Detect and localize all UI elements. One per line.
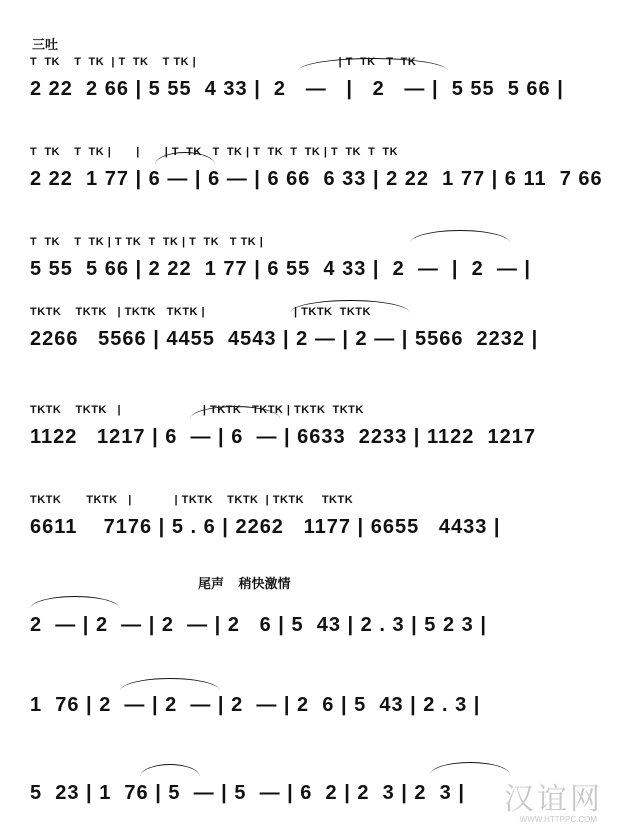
notes-line: 2266 5566 | 4455 4543 | 2 — | 2 — | 5566 2232 | (30, 328, 539, 350)
score-row-8 (30, 672, 590, 732)
section-label: 三吐 (32, 37, 59, 52)
tie-arc (30, 596, 120, 609)
coda-title-text: 尾声 (198, 576, 225, 591)
notes-line: 5 55 5 66 | 2 22 1 77 | 6 55 4 33 | 2 — | 2 — | (30, 258, 532, 280)
tonguing-line: TKTK TKTK | | TKTK TKTK | TKTK TKTK (30, 404, 364, 416)
score-row-3 (30, 236, 590, 296)
score-row-6 (30, 494, 590, 554)
score-row-7 (30, 592, 590, 652)
notes-line: 2 — | 2 — | 2 — | 2 6 | 5 43 | 2 . 3 | 5 2 3 | (30, 614, 487, 636)
score-row-1 (30, 56, 590, 116)
notes-line: 2 22 1 77 | 6 — | 6 — | 6 66 6 33 | 2 22 1 77 | 6 11 7 66 (30, 168, 603, 190)
watermark-logo: 汉谊网 (504, 782, 603, 817)
coda-tempo-text: 稍快激情 (238, 576, 291, 591)
tie-arc (410, 230, 510, 243)
tie-arc (430, 762, 510, 775)
score-row-4 (30, 306, 590, 366)
tie-arc (120, 678, 220, 691)
notes-line: 1122 1217 | 6 — | 6 — | 6633 2233 | 1122 1217 (30, 426, 536, 448)
tonguing-line: TKTK TKTK | | TKTK TKTK | TKTK TKTK (30, 494, 354, 506)
watermark-url: WWW.HTTPPC.COM (519, 815, 597, 824)
coda-title (198, 573, 290, 592)
score-row-5 (30, 404, 590, 464)
tonguing-line: T TK T TK | | | T TK T TK | T TK T TK | T TK T TK (30, 146, 399, 158)
notes-line: 1 76 | 2 — | 2 — | 2 — | 2 6 | 5 43 | 2 . 3 | (30, 694, 481, 716)
tonguing-line: T TK T TK | T TK T TK | | T TK T TK (30, 56, 417, 68)
notes-line: 6611 7176 | 5 . 6 | 2262 1177 | 6655 4433 | (30, 516, 501, 538)
score-row-2 (30, 146, 603, 206)
tonguing-line: T TK T TK | T TK T TK | T TK T TK | (30, 236, 264, 248)
tie-arc (290, 300, 410, 313)
notes-line: 2 22 2 66 | 5 55 4 33 | 2 — | 2 — | 5 55 5 66 | (30, 78, 564, 100)
notes-line: 5 23 | 1 76 | 5 — | 5 — | 6 2 | 2 3 | 2 3 | (30, 782, 465, 804)
tonguing-line: TKTK TKTK | TKTK TKTK | | TKTK TKTK (30, 306, 371, 318)
tie-arc (140, 764, 200, 777)
